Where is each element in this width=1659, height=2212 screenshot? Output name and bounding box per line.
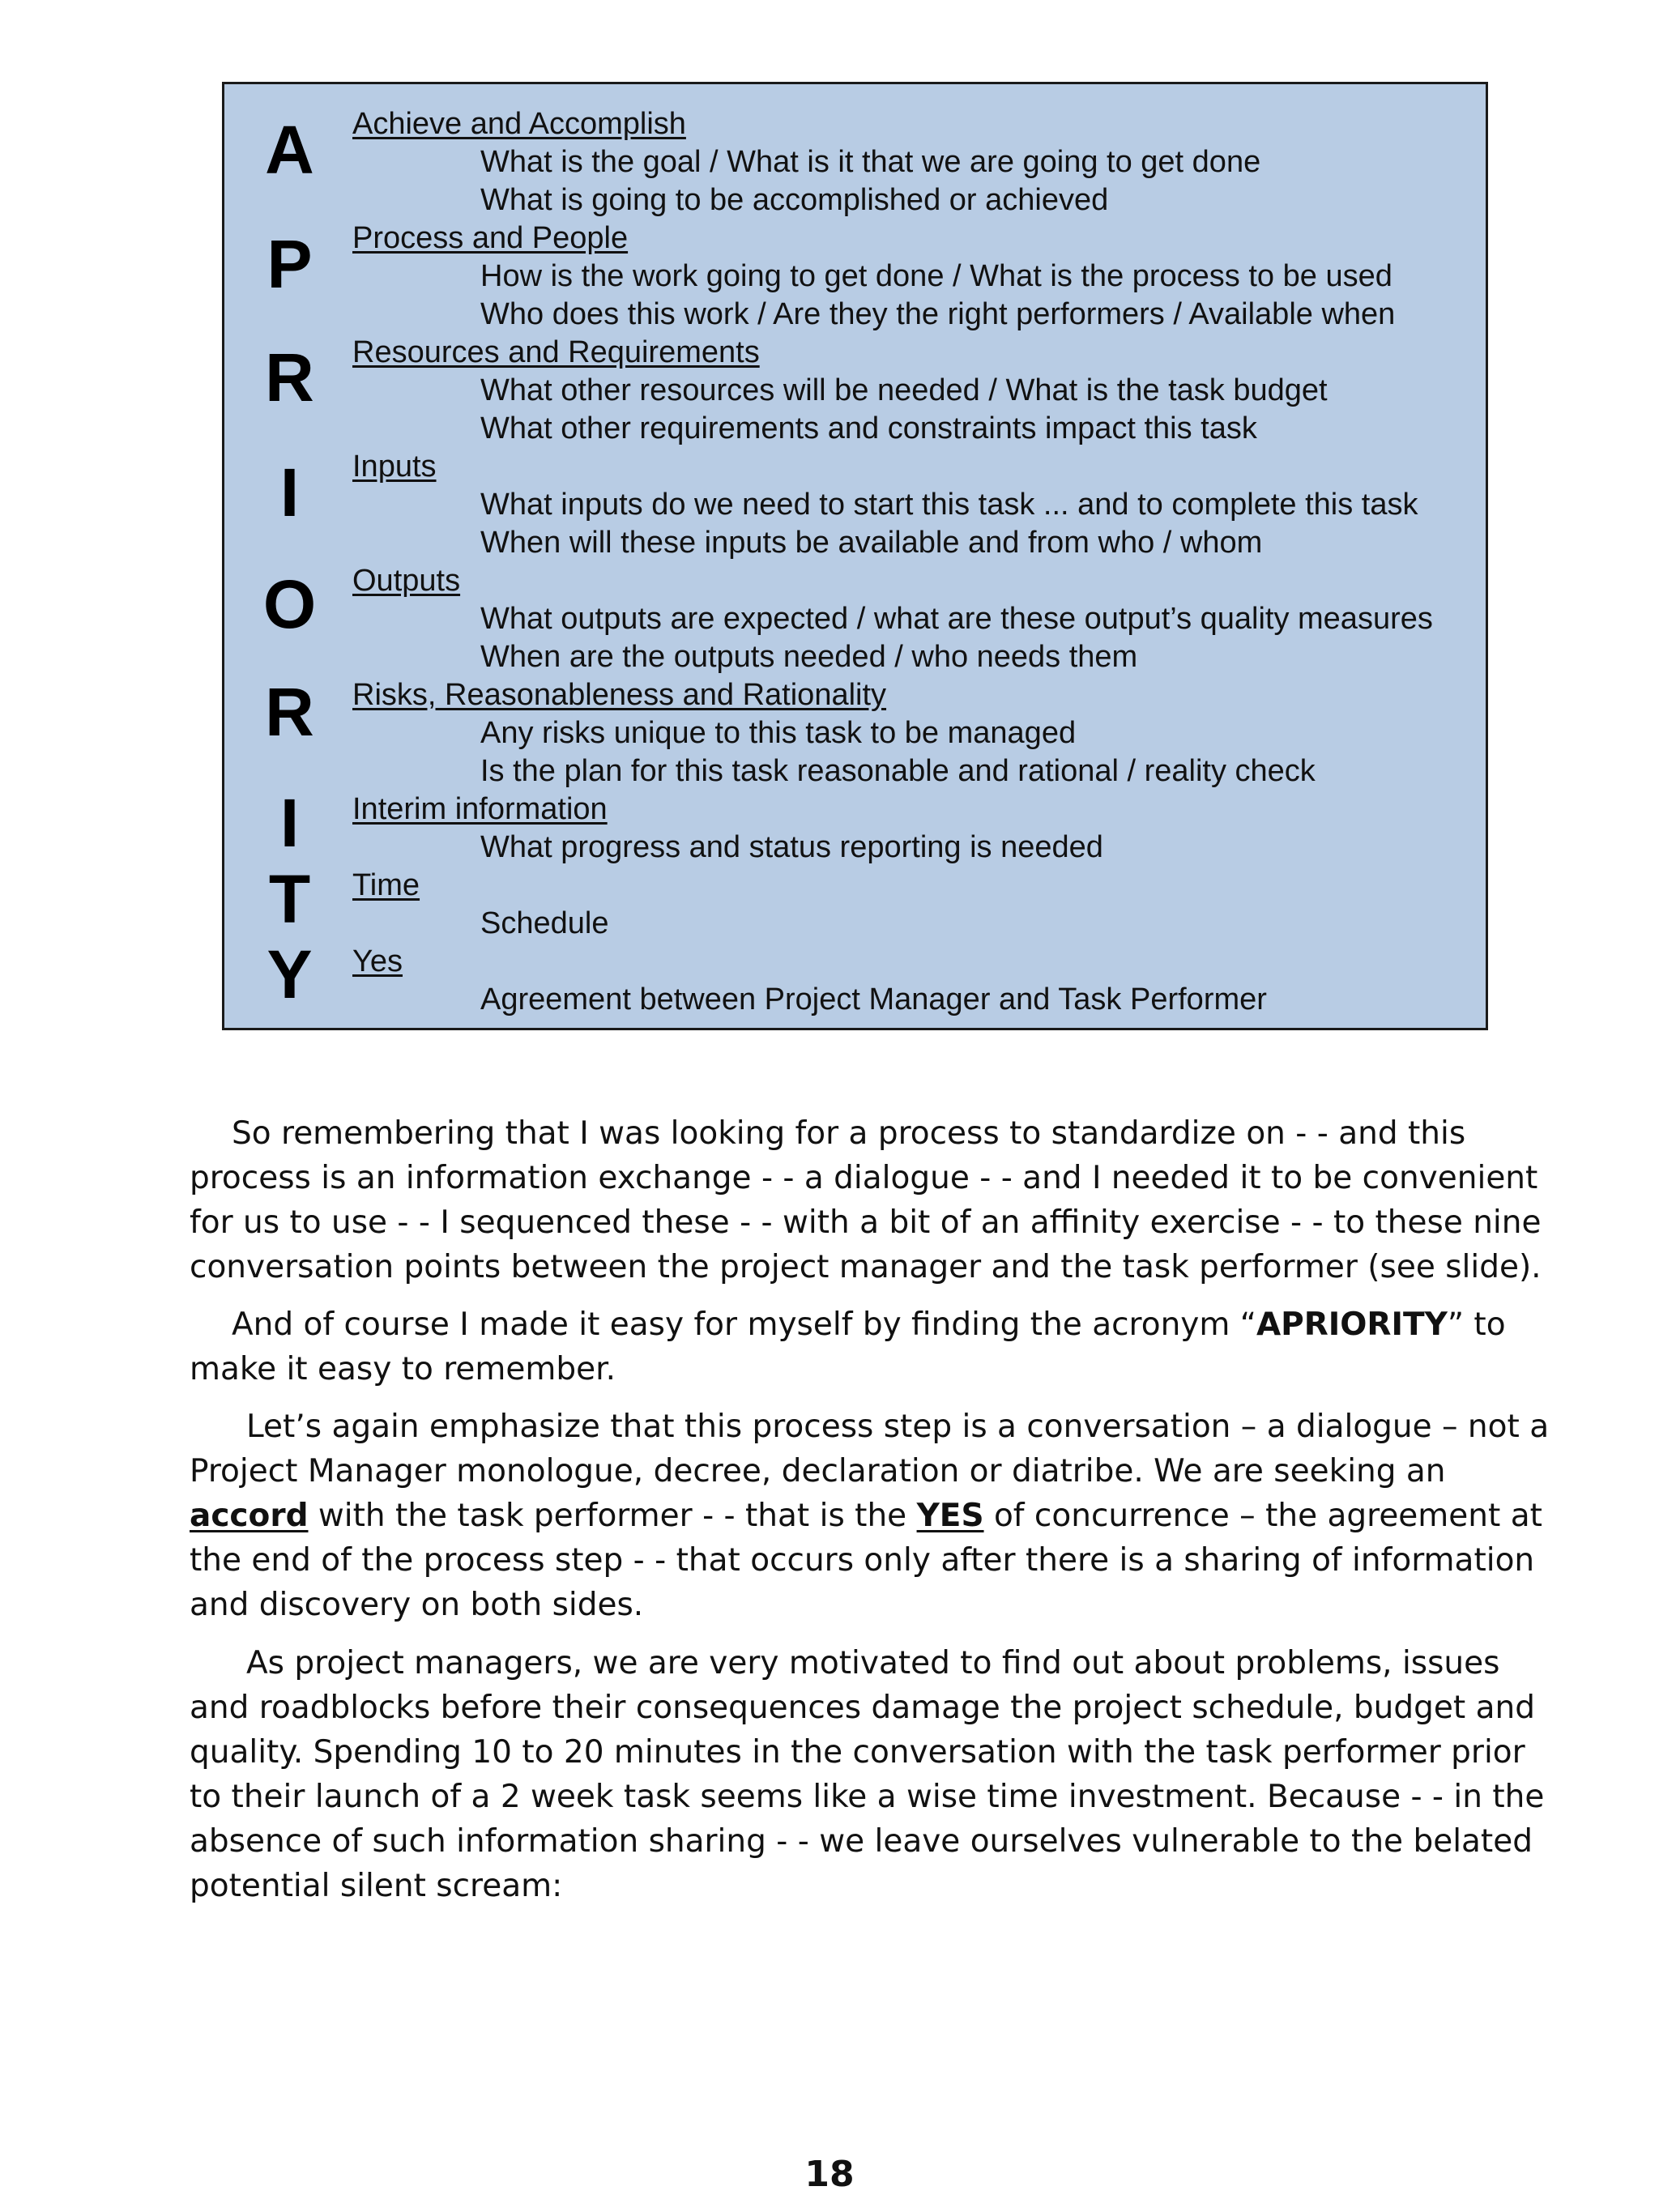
section-detail: What inputs do we need to start this task ... and to complete this task: [480, 488, 1418, 522]
section-detail: What is going to be accomplished or achieved: [480, 183, 1109, 217]
text-line: and discovery on both sides.: [190, 1587, 644, 1623]
text-line: and roadblocks before their consequences damage the project schedule, budget and: [190, 1690, 1535, 1726]
text-line: conversation points between the project manager and the task performer (see slide).: [190, 1249, 1542, 1285]
acronym-letter-o: O: [262, 566, 317, 642]
text-line: the end of the process step - - that occurs only after there is a sharing of information: [190, 1542, 1535, 1579]
text-line: [190, 1494, 1542, 1538]
section-detail: What outputs are expected / what are these output’s quality measures: [480, 602, 1433, 636]
acronym-letter-t: T: [268, 861, 311, 937]
section-detail: When will these inputs be available and from who / whom: [480, 526, 1263, 560]
section-detail: How is the work going to get done / What is the process to be used: [480, 259, 1392, 293]
acronym-letter-p: P: [267, 226, 313, 302]
text-line: quality. Spending 10 to 20 minutes in the conversation with the task performer prior: [190, 1734, 1525, 1771]
text-line: make it easy to remember.: [190, 1351, 616, 1387]
section-detail: Who does this work / Are they the right performers / Available when: [480, 297, 1396, 331]
acronym-letter-a: A: [265, 112, 314, 188]
section-heading-interim: Interim information: [352, 792, 608, 826]
acronym-letter-i: I: [279, 454, 300, 531]
acronym-letter-r2: R: [265, 674, 314, 750]
section-heading-yes: Yes: [352, 944, 403, 978]
text-line: absence of such information sharing - - we leave ourselves vulnerable to the belated: [190, 1823, 1533, 1860]
acronym-letter-y: Y: [267, 936, 313, 1012]
apriority-slide: [222, 82, 1488, 1030]
section-heading-resources: Resources and Requirements: [352, 335, 760, 369]
acronym-letter-r: R: [265, 339, 314, 416]
section-heading-risks: Risks, Reasonableness and Rationality: [352, 678, 887, 712]
paragraph-3: [190, 1404, 1550, 1627]
section-detail: What is the goal / What is it that we are going to get done: [480, 145, 1261, 179]
section-detail: What progress and status reporting is needed: [480, 830, 1103, 864]
text-line: Let’s again emphasize that this process step is a conversation – a dialogue – not a: [246, 1409, 1550, 1445]
section-detail: Is the plan for this task reasonable and rational / reality check: [480, 754, 1316, 788]
text-line: process is an information exchange - - a dialogue - - and I needed it to be convenient: [190, 1160, 1538, 1196]
section-heading-outputs: Outputs: [352, 564, 461, 598]
text-run: of concurrence – the agreement at: [983, 1498, 1542, 1534]
text-line: to their launch of a 2 week task seems like a wise time investment. Because - - in the: [190, 1779, 1545, 1815]
text-line: Project Manager monologue, decree, declaration or diatribe. We are seeking an: [190, 1453, 1446, 1490]
paragraph-4: [190, 1641, 1545, 1908]
section-heading-inputs: Inputs: [352, 450, 437, 484]
text-run: And of course I made it easy for myself by finding the acronym “: [232, 1306, 1256, 1343]
acronym-letter-i2: I: [279, 785, 300, 861]
text-run: ” to: [1447, 1306, 1506, 1343]
text-line: As project managers, we are very motivated to find out about problems, issues: [246, 1645, 1500, 1681]
text-line: So remembering that I was looking for a process to standardize on - - and this: [232, 1115, 1466, 1152]
section-heading-achieve: Achieve and Accomplish: [352, 107, 686, 141]
section-heading-time: Time: [352, 868, 420, 902]
section-detail: Schedule: [480, 906, 609, 940]
text-run: with the task performer - - that is the: [308, 1498, 917, 1534]
section-detail: Any risks unique to this task to be managed: [480, 716, 1077, 750]
paragraph-1: [190, 1111, 1542, 1289]
text-line: [190, 1302, 1506, 1347]
text-line: potential silent scream:: [190, 1868, 563, 1904]
section-heading-process: Process and People: [352, 221, 629, 255]
section-detail: Agreement between Project Manager and Task Performer: [480, 982, 1267, 1016]
section-detail: What other requirements and constraints impact this task: [480, 411, 1257, 445]
section-detail: What other resources will be needed / What is the task budget: [480, 373, 1328, 407]
paragraph-2: [190, 1302, 1506, 1392]
page-number: 18: [804, 2154, 855, 2195]
yes-term: YES: [916, 1498, 984, 1534]
acronym-term: APRIORITY: [1256, 1306, 1448, 1343]
text-line: for us to use - - I sequenced these - - with a bit of an affinity exercise - - to these nine: [190, 1204, 1542, 1241]
accord-term: accord: [190, 1498, 309, 1534]
section-detail: When are the outputs needed / who needs them: [480, 640, 1138, 674]
